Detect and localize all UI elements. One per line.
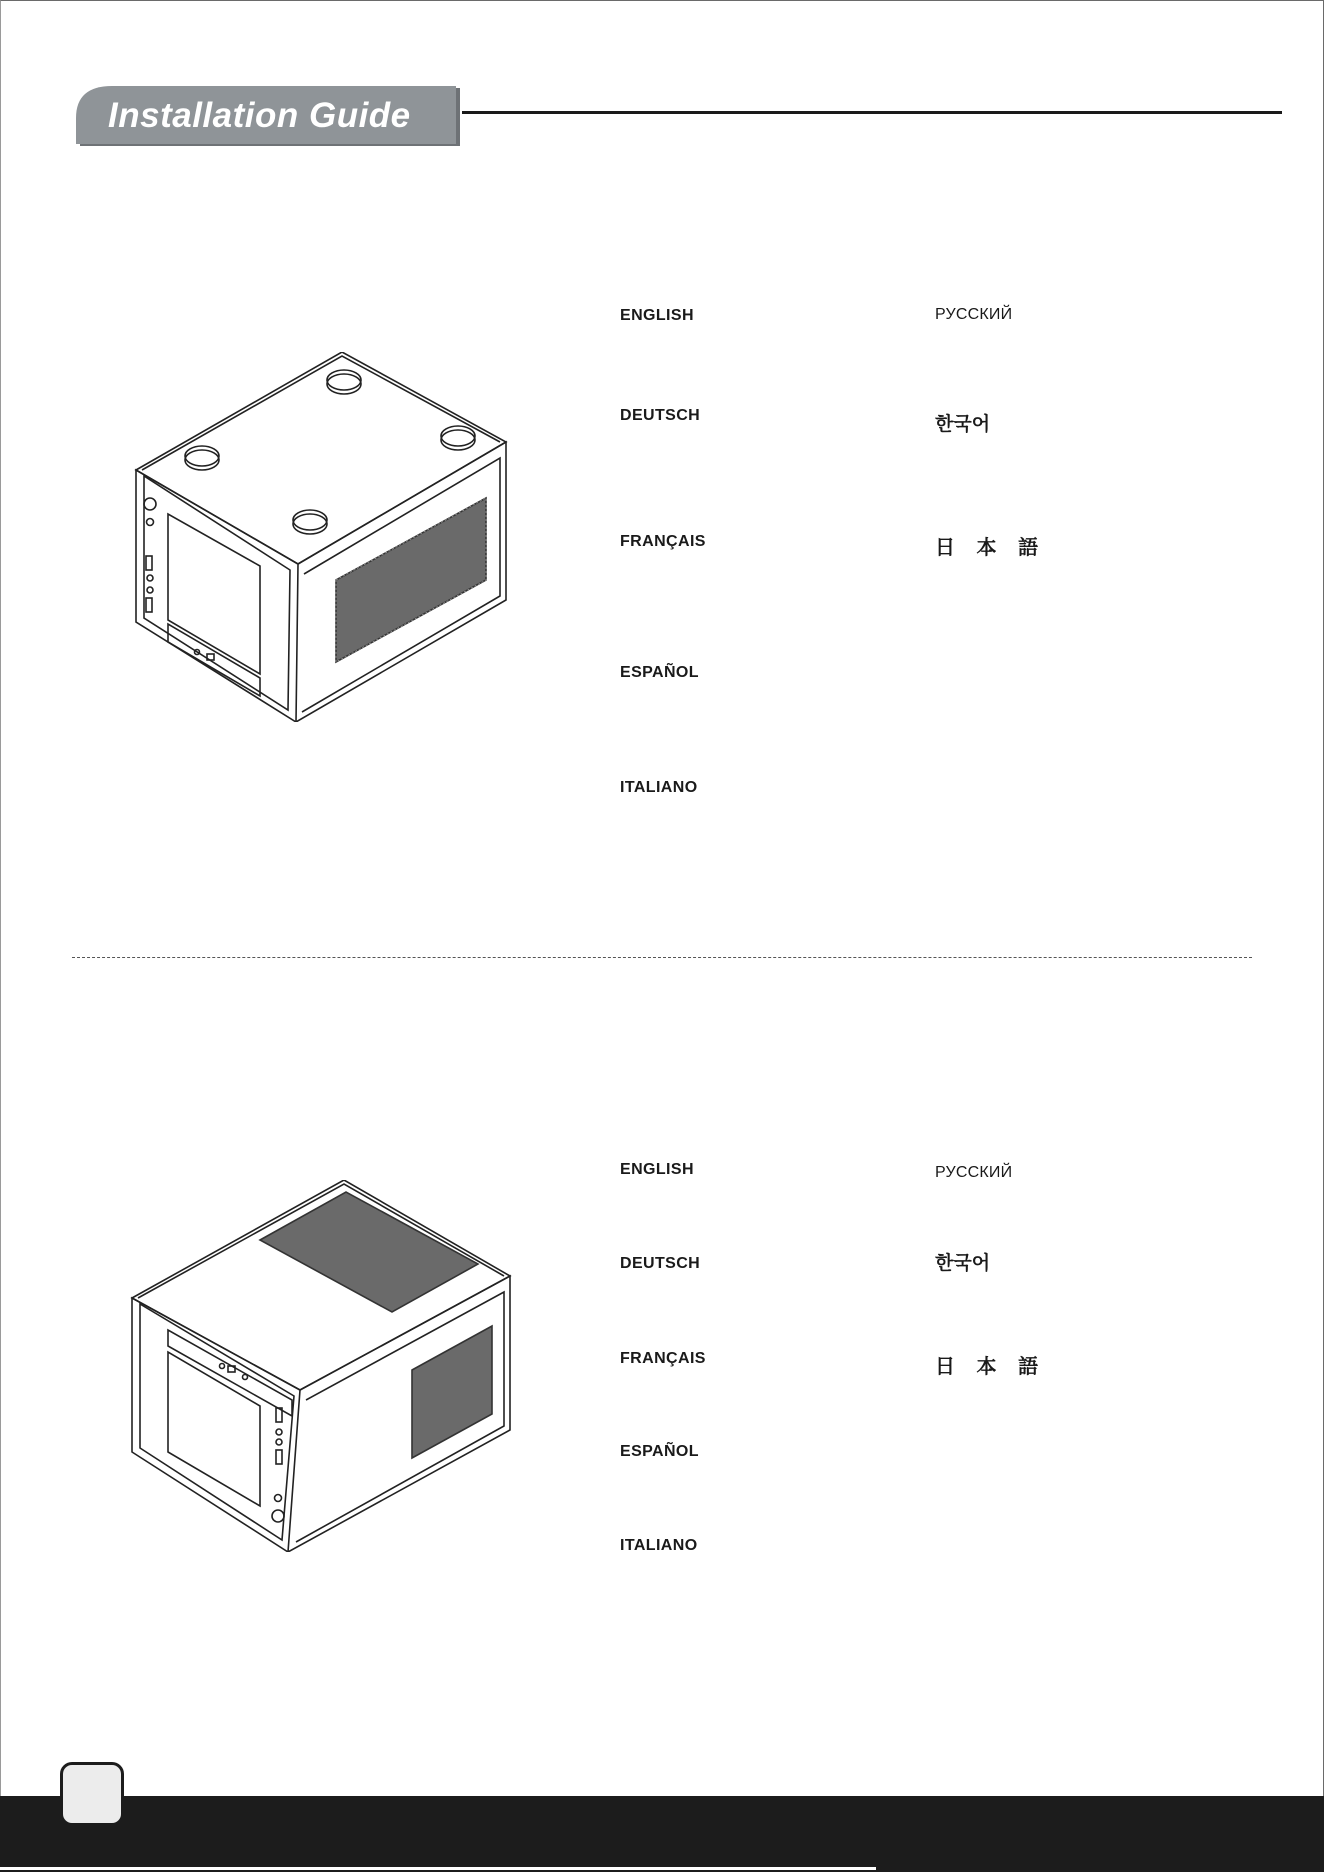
lang-russian[interactable]: РУССКИЙ: [935, 1164, 1013, 1181]
lang-english[interactable]: ENGLISH: [620, 307, 694, 324]
footer-bar: [0, 1796, 1324, 1872]
section-divider: [72, 957, 1252, 958]
lang-russian[interactable]: РУССКИЙ: [935, 306, 1013, 323]
page-title: Installation Guide: [108, 96, 411, 135]
lang-francais[interactable]: FRANÇAIS: [620, 1350, 706, 1367]
page-number-box: [60, 1762, 124, 1826]
lang-english[interactable]: ENGLISH: [620, 1161, 694, 1178]
lang-italiano[interactable]: ITALIANO: [620, 779, 698, 796]
lang-deutsch[interactable]: DEUTSCH: [620, 407, 701, 424]
lang-korean[interactable]: 한국어: [935, 1253, 991, 1274]
lang-japanese[interactable]: 日 本 語: [935, 537, 1047, 559]
lang-korean[interactable]: 한국어: [935, 414, 991, 435]
pc-case-rotated-vented-top-icon: [128, 1180, 514, 1552]
lang-italiano[interactable]: ITALIANO: [620, 1537, 698, 1554]
lang-espanol[interactable]: ESPAÑOL: [620, 1443, 699, 1460]
header-tab: [76, 86, 462, 146]
lang-francais[interactable]: FRANÇAIS: [620, 533, 706, 550]
lang-espanol[interactable]: ESPAÑOL: [620, 664, 699, 681]
lang-deutsch[interactable]: DEUTSCH: [620, 1255, 701, 1272]
lang-japanese[interactable]: 日 本 語: [935, 1356, 1047, 1378]
footer-line: [0, 1867, 876, 1870]
pc-case-front-top-view-icon: [128, 352, 508, 722]
header-rule: [462, 111, 1282, 114]
